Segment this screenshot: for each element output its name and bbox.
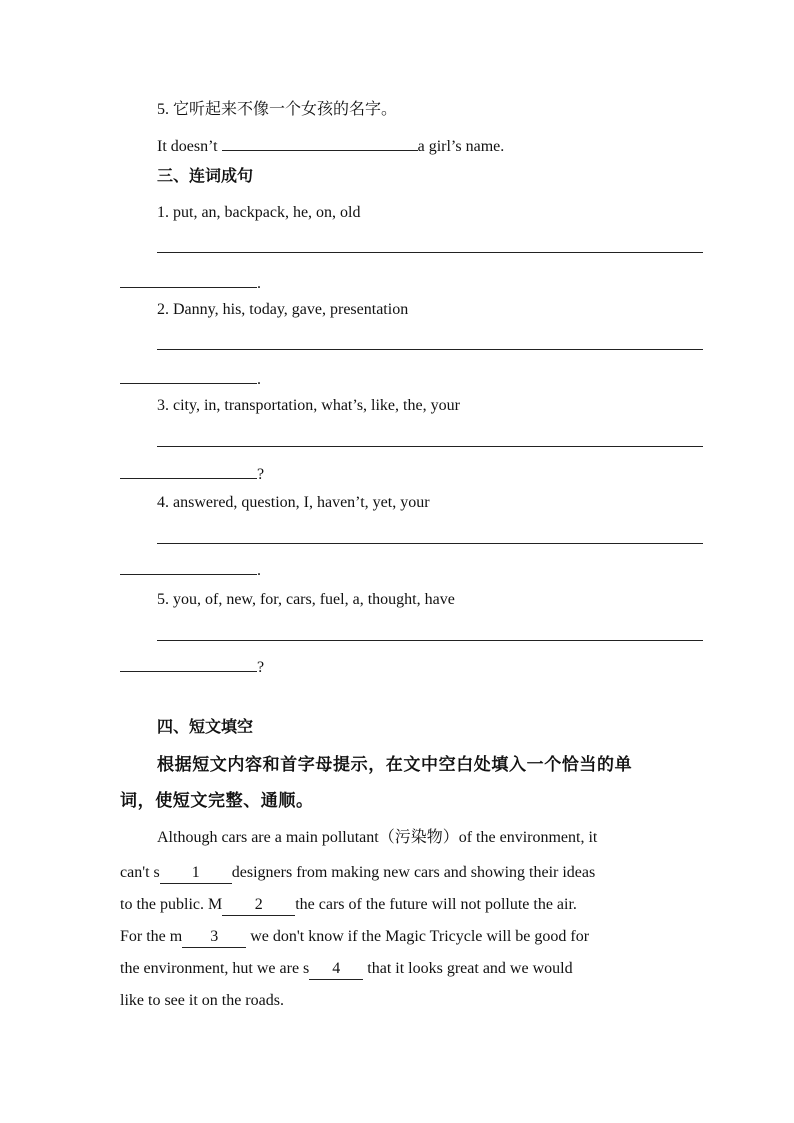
s3-item-3-end-punct: ?: [257, 466, 265, 483]
section3-heading: 三、连词成句: [157, 168, 254, 185]
s3-item-3-words: 3. city, in, transportation, what’s, like, the, your: [157, 397, 460, 414]
passage-line-4: [120, 927, 589, 948]
q5-english-before: It doesn’t: [157, 138, 222, 155]
passage-line-3-start: to the public. M: [120, 896, 223, 913]
s3-item-4-answer-end-blank[interactable]: [120, 558, 257, 575]
s3-item-5-continuation[interactable]: [120, 655, 264, 678]
s3-item-1-answer-end-blank[interactable]: [120, 271, 257, 288]
s3-item-5-answer-line[interactable]: [157, 640, 703, 641]
passage-line-6: like to see it on the roads.: [120, 992, 284, 1009]
gap-1[interactable]: 1: [160, 863, 232, 884]
passage-line-5-start: the environment, hut we are s: [120, 960, 310, 977]
s3-item-1-end-punct: .: [257, 275, 261, 292]
s3-item-5-end-punct: ?: [257, 659, 265, 676]
gap-3[interactable]: 3: [182, 927, 246, 948]
q5-english-after: a girl’s name.: [417, 138, 505, 155]
s3-item-4-end-punct: .: [257, 562, 261, 579]
s3-item-2-words: 2. Danny, his, today, gave, presentation: [157, 301, 409, 318]
s3-item-2-answer-end-blank[interactable]: [120, 367, 257, 384]
s3-item-3-answer-line[interactable]: [157, 446, 703, 447]
passage-line-2-start: can't s: [120, 864, 160, 881]
s3-item-2-continuation[interactable]: [120, 367, 261, 390]
passage-line-2-end: designers from making new cars and showing their ideas: [231, 864, 596, 881]
passage-line-4-end: we don't know if the Magic Tricycle will be good for: [246, 928, 590, 945]
s3-item-2-answer-line[interactable]: [157, 349, 703, 350]
passage-line-2: [120, 863, 595, 884]
s3-item-1-answer-line[interactable]: [157, 252, 703, 253]
s3-item-4-answer-line[interactable]: [157, 543, 703, 544]
s3-item-4-words: 4. answered, question, I, haven’t, yet, your: [157, 494, 430, 511]
q5-chinese: 5. 它听起来不像一个女孩的名字。: [157, 101, 398, 118]
section4-heading: 四、短文填空: [157, 719, 254, 736]
gap-2[interactable]: 2: [222, 895, 295, 916]
s3-item-3-continuation[interactable]: [120, 462, 264, 485]
s3-item-5-words: 5. you, of, new, for, cars, fuel, a, thought, have: [157, 591, 455, 608]
s3-item-5-answer-end-blank[interactable]: [120, 655, 257, 672]
passage-line-5-end: that it looks great and we would: [363, 960, 573, 977]
s3-item-1-words: 1. put, an, backpack, he, on, old: [157, 204, 361, 221]
section4-instruction-line-1: 根据短文内容和首字母提示，在文中空白处填入一个恰当的单: [157, 755, 633, 774]
s3-item-1-continuation[interactable]: [120, 271, 261, 294]
section4-instruction-line-2: 词，使短文完整、通顺。: [120, 791, 314, 810]
passage-line-3: [120, 895, 577, 916]
passage-line-5: [120, 959, 573, 980]
s3-item-4-continuation[interactable]: [120, 558, 261, 581]
s3-item-2-end-punct: .: [257, 371, 261, 388]
passage-line-3-end: the cars of the future will not pollute the air.: [295, 896, 577, 913]
s3-item-3-answer-end-blank[interactable]: [120, 462, 257, 479]
passage-line-4-start: For the m: [120, 928, 183, 945]
q5-english: [157, 134, 504, 157]
passage-line-1: Although cars are a main pollutant（污染物）of the environment, it: [157, 829, 598, 846]
q5-answer-blank[interactable]: [222, 134, 418, 151]
gap-4[interactable]: 4: [309, 959, 363, 980]
